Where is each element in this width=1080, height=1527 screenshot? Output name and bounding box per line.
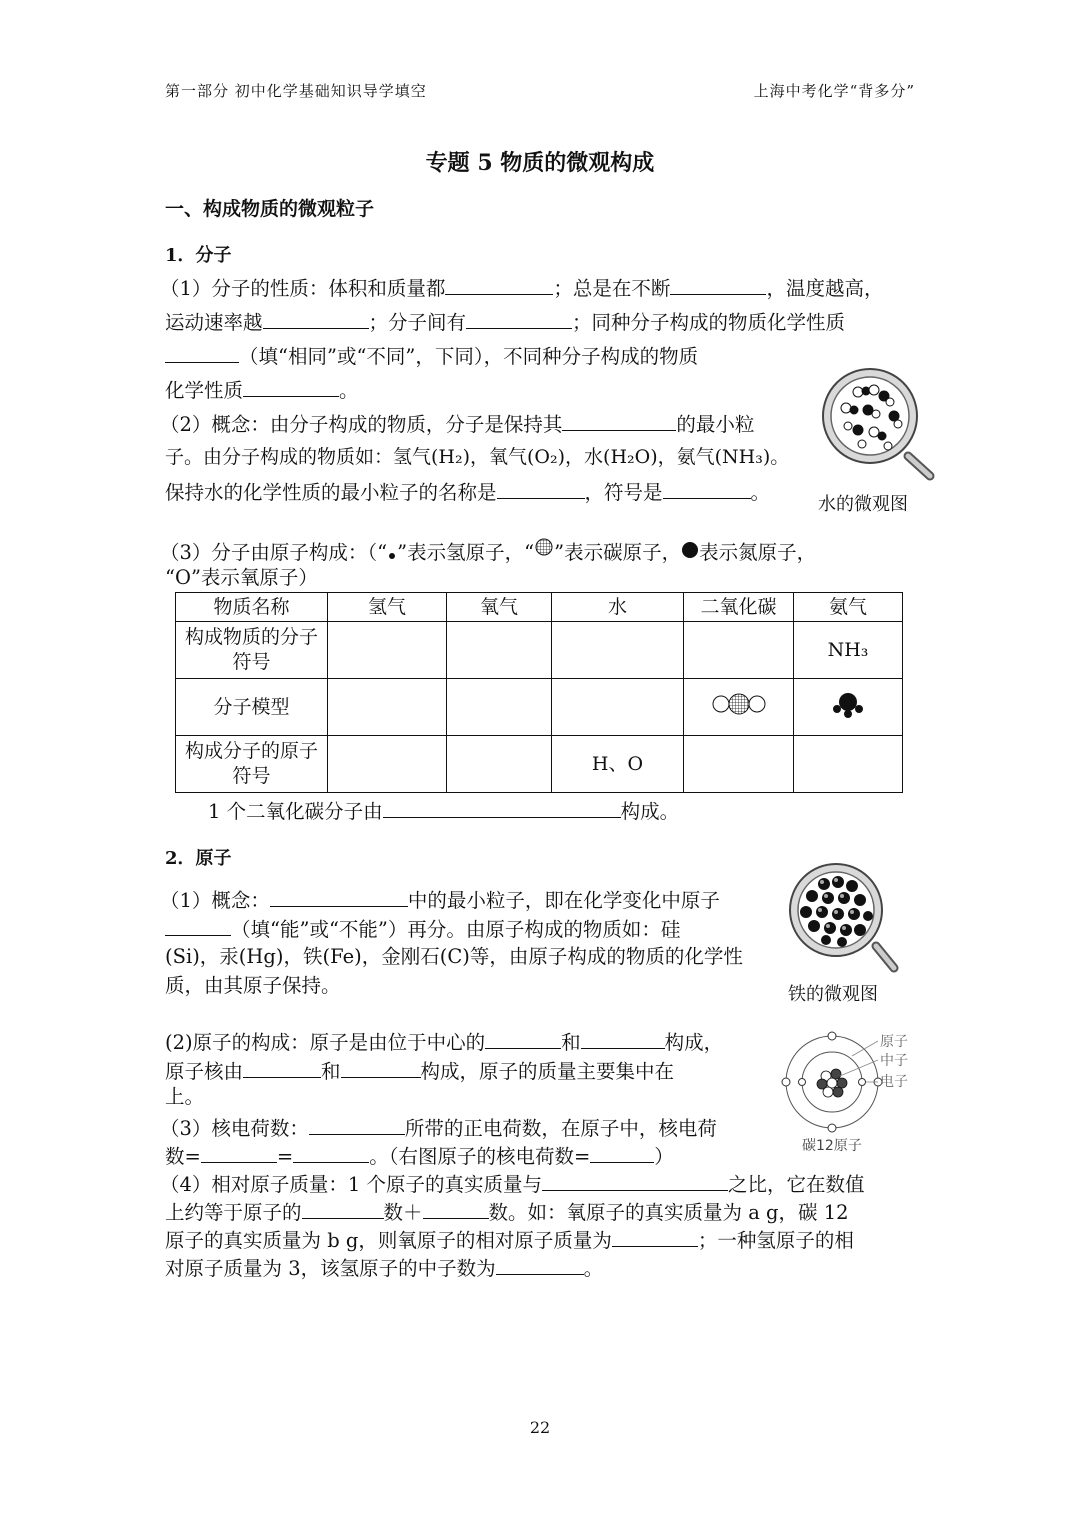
table-cell[interactable]: [328, 622, 447, 679]
text: 1 个二氧化碳分子由: [208, 800, 383, 823]
text: （1）分子的性质：体积和质量都: [160, 277, 446, 300]
blank[interactable]: [466, 308, 572, 329]
blank[interactable]: [243, 1057, 321, 1078]
blank[interactable]: [670, 274, 766, 295]
text: （4）相对原子质量：1 个原子的真实质量与: [160, 1173, 543, 1196]
text: 上约等于原子的: [165, 1201, 302, 1224]
table-header-row: [176, 593, 903, 622]
row-label: 构成分子的原子符号: [176, 736, 328, 793]
atom-p3-line1: [160, 1114, 717, 1142]
water-magnifier-image: [818, 364, 938, 484]
text: 。（右图原子的核电荷数=: [369, 1145, 591, 1168]
molecule-p1-line4: [165, 376, 359, 404]
blank[interactable]: [581, 1028, 665, 1049]
table-cell[interactable]: [447, 736, 552, 793]
text: （填“能”或“不能”）再分。由原子构成的物质如：硅: [231, 918, 681, 941]
text: 表示氮原子，: [699, 541, 817, 564]
table-cell[interactable]: [684, 622, 794, 679]
label-electron: 电子: [880, 1074, 908, 1090]
co2-composition-line: [208, 797, 679, 825]
nitrogen-atom-icon: [681, 541, 699, 559]
blank[interactable]: [341, 1057, 421, 1078]
blank[interactable]: [383, 797, 621, 818]
text: 。: [339, 379, 359, 402]
molecule-table: [175, 592, 903, 793]
text: 数=: [165, 1145, 201, 1168]
text: 构成，原子的质量主要集中在: [420, 1060, 675, 1083]
molecule-p3-line2: “O”表示氧原子）: [165, 566, 318, 589]
blank[interactable]: [201, 1142, 277, 1163]
atom-p2-line2: [165, 1057, 674, 1085]
blank[interactable]: [485, 1028, 561, 1049]
table-header: 氨气: [794, 593, 903, 622]
label-carbon12: 碳12原子: [802, 1138, 862, 1154]
text: ；同种分子构成的物质化学性质: [572, 311, 846, 334]
label-atom: 原子: [880, 1034, 908, 1050]
text: 保持水的化学性质的最小粒子的名称是: [165, 481, 497, 504]
text: 所带的正电荷数，在原子中，核电荷: [404, 1117, 717, 1140]
table-cell[interactable]: [794, 736, 903, 793]
text: 原子的真实质量为 b g，则氧原子的相对原子质量为: [165, 1229, 612, 1252]
label-neutron: 中子: [880, 1053, 908, 1069]
blank[interactable]: [270, 886, 408, 907]
molecule-p1-line3: [165, 342, 698, 370]
blank[interactable]: [165, 915, 231, 936]
table-cell[interactable]: [447, 622, 552, 679]
text: 原子核由: [165, 1060, 244, 1083]
header-left: 第一部分 初中化学基础知识导学填空: [165, 82, 427, 100]
text: 构成，: [664, 1031, 724, 1054]
blank[interactable]: [423, 1198, 489, 1219]
blank[interactable]: [612, 1226, 698, 1247]
atom-p1-line4: 质，由其原子保持。: [165, 974, 341, 997]
text: ”表示碳原子，: [554, 541, 682, 564]
text: 的最小粒: [676, 413, 755, 436]
blank[interactable]: [243, 376, 339, 397]
table-cell: [684, 679, 794, 736]
hydrogen-atom-icon: [387, 547, 397, 561]
text: （1）概念：: [160, 889, 270, 912]
row-label: 分子模型: [176, 679, 328, 736]
blank[interactable]: [497, 478, 585, 499]
co2-model-icon: [711, 693, 767, 715]
blank[interactable]: [263, 308, 369, 329]
text: ，符号是: [584, 481, 663, 504]
table-header: 物质名称: [176, 593, 328, 622]
text: 之比，它在数值: [728, 1173, 865, 1196]
water-caption: 水的微观图: [818, 494, 908, 515]
blank[interactable]: [445, 274, 553, 295]
blank[interactable]: [562, 410, 676, 431]
carbon12-atom-diagram: [780, 1026, 920, 1158]
blank[interactable]: [542, 1170, 728, 1191]
table-header: 氢气: [328, 593, 447, 622]
page-number: 22: [529, 1418, 551, 1437]
atom-p3-line2: [165, 1142, 674, 1170]
table-row: [176, 622, 903, 679]
text: 化学性质: [165, 379, 244, 402]
molecule-p1-line2: [165, 308, 845, 336]
table-header: 氧气: [447, 593, 552, 622]
text: （3）分子由原子构成：（“: [160, 541, 388, 564]
molecule-p2-line3: [165, 478, 770, 506]
text: ；总是在不断: [553, 277, 671, 300]
text: （2）概念：由分子构成的物质，分子是保持其: [160, 413, 563, 436]
page-title: 专题 5 物质的微观构成: [425, 150, 655, 176]
molecule-p1-line1: [160, 274, 883, 302]
nh3-model-icon: [830, 689, 866, 719]
table-cell[interactable]: [552, 679, 684, 736]
text: 运动速率越: [165, 311, 263, 334]
atom-p1-line2: [165, 915, 680, 943]
text: ；一种氢原子的相: [697, 1229, 854, 1252]
row-label: 构成物质的分子符号: [176, 622, 328, 679]
text: （填“相同”或“不同”，下同），不同种分子构成的物质: [239, 345, 699, 368]
table-cell[interactable]: [552, 622, 684, 679]
iron-magnifier-image: [784, 860, 904, 976]
table-header: 水: [552, 593, 684, 622]
blank[interactable]: [165, 342, 239, 363]
carbon-atom-icon: [534, 537, 554, 557]
text: 构成。: [620, 800, 680, 823]
text: 。: [583, 1257, 604, 1280]
table-cell: NH₃: [794, 622, 903, 679]
atom-p4-line4: [165, 1254, 603, 1282]
molecule-p2-line2: 子。由分子构成的物质如：氢气(H₂)，氧气(O₂)，水(H₂O)，氨气(NH₃)。: [165, 446, 790, 468]
blank[interactable]: [293, 1142, 369, 1163]
text: (2)原子的构成：原子是由位于中心的: [165, 1031, 486, 1054]
text: 。: [750, 481, 771, 504]
table-cell[interactable]: [447, 679, 552, 736]
text: ，温度越高，: [766, 277, 884, 300]
atom-p2-line3: 上。: [165, 1085, 205, 1108]
text: =: [276, 1145, 294, 1168]
text: ）: [654, 1145, 674, 1168]
blank[interactable]: [496, 1254, 584, 1275]
atom-p2-line1: [165, 1028, 723, 1056]
table-cell[interactable]: [328, 736, 447, 793]
atom-p4-line2: [165, 1198, 849, 1226]
text: 数。如：氧原子的真实质量为 a g，碳 12: [488, 1201, 849, 1224]
text: ”表示氢原子，“: [397, 541, 535, 564]
molecule-heading: 1．分子: [165, 245, 232, 266]
blank[interactable]: [663, 478, 751, 499]
atom-p1-line1: [160, 886, 720, 914]
text: 和: [321, 1060, 341, 1083]
blank[interactable]: [302, 1198, 384, 1219]
molecule-p2-line1: [160, 410, 754, 438]
table-row: [176, 679, 903, 736]
molecule-p3-line1: [160, 537, 816, 566]
blank[interactable]: [590, 1142, 654, 1163]
header-right: 上海中考化学“背多分”: [753, 82, 915, 100]
table-cell: H、O: [552, 736, 684, 793]
table-row: [176, 736, 903, 793]
text: ；分子间有: [368, 311, 467, 334]
table-cell: [794, 679, 903, 736]
table-header: 二氧化碳: [684, 593, 794, 622]
iron-caption: 铁的微观图: [788, 984, 878, 1005]
table-cell[interactable]: [684, 736, 794, 793]
atom-p4-line1: [160, 1170, 865, 1198]
atom-p4-line3: [165, 1226, 854, 1254]
text: 数＋: [383, 1201, 423, 1224]
atom-heading: 2．原子: [165, 848, 232, 869]
text: 中的最小粒子，即在化学变化中原子: [407, 889, 720, 912]
text: 对原子质量为 3，该氢原子的中子数为: [165, 1257, 496, 1280]
text: 和: [561, 1031, 581, 1054]
text: （3）核电荷数：: [160, 1117, 309, 1140]
blank[interactable]: [309, 1114, 405, 1135]
table-cell[interactable]: [328, 679, 447, 736]
atom-p1-line3: (Si)，汞(Hg)，铁(Fe)，金刚石(C)等，由原子构成的物质的化学性: [165, 945, 743, 968]
section-heading: 一、构成物质的微观粒子: [165, 198, 375, 220]
